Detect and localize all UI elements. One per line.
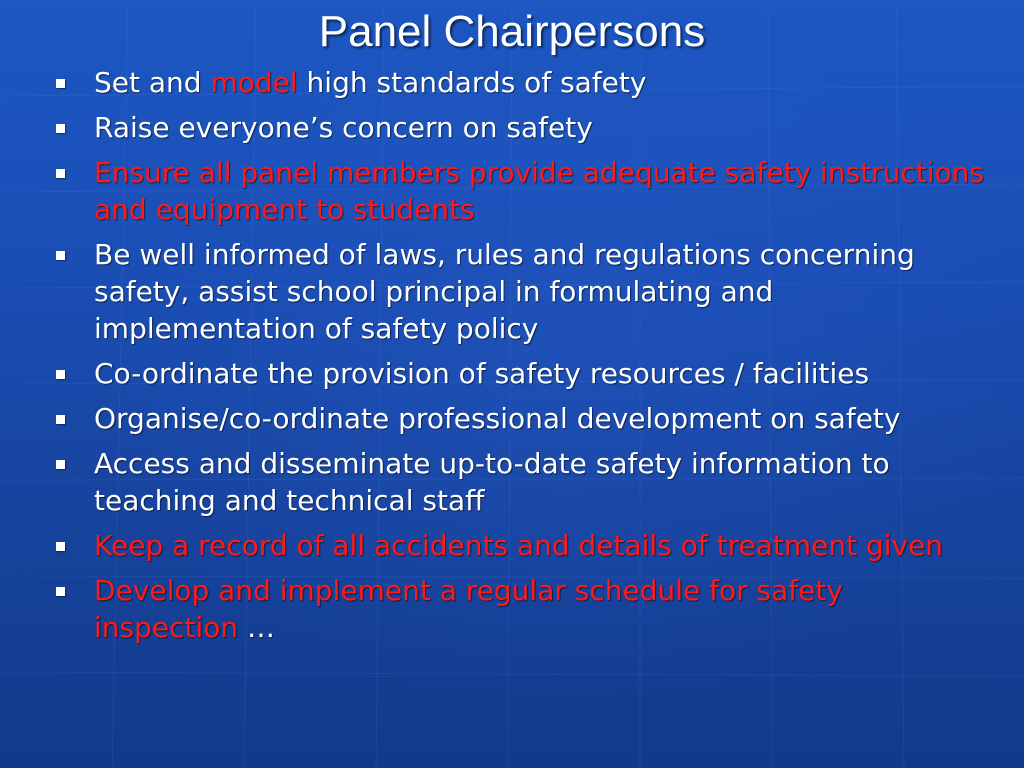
highlighted-word: model: [210, 66, 298, 99]
bullet-item: [56, 109, 986, 146]
square-bullet-icon: [56, 169, 65, 178]
square-bullet-icon: [56, 415, 65, 424]
bullet-item: [56, 527, 986, 564]
square-bullet-icon: [56, 370, 65, 379]
square-bullet-icon: [56, 542, 65, 551]
bullet-item: [56, 445, 986, 519]
bullet-text: Be well informed of laws, rules and regulations concerning safety, assist school principal in formulating and implementation of safety policy: [94, 238, 915, 345]
bullet-text: Raise everyone’s concern on safety: [94, 111, 593, 144]
bullet-text: high standards of safety: [297, 66, 647, 99]
bullet-item: [56, 236, 986, 347]
bullet-item: [56, 572, 986, 646]
square-bullet-icon: [56, 124, 65, 133]
bullet-text: Keep a record of all accidents and details of treatment given: [94, 529, 944, 562]
square-bullet-icon: [56, 587, 65, 596]
ellipsis-text: …: [247, 611, 276, 644]
bullet-text: Develop and implement a regular schedule for safety inspection: [94, 574, 843, 644]
bullet-item: [56, 355, 986, 392]
bullet-text: Organise/co-ordinate professional development on safety: [94, 402, 901, 435]
bullet-item: [56, 64, 986, 101]
bullet-item: [56, 154, 986, 228]
bullet-text: Set and: [94, 66, 211, 99]
square-bullet-icon: [56, 79, 65, 88]
bullet-text: Ensure all panel members provide adequate safety instructions and equipment to students: [94, 156, 985, 226]
square-bullet-icon: [56, 460, 65, 469]
bullet-text: Co-ordinate the provision of safety resources / facilities: [94, 357, 870, 390]
square-bullet-icon: [56, 251, 65, 260]
bullet-list: [56, 64, 986, 654]
bullet-text: Access and disseminate up-to-date safety information to teaching and technical staff: [94, 447, 890, 517]
bullet-item: [56, 400, 986, 437]
slide-title: Panel Chairpersons: [318, 7, 706, 56]
